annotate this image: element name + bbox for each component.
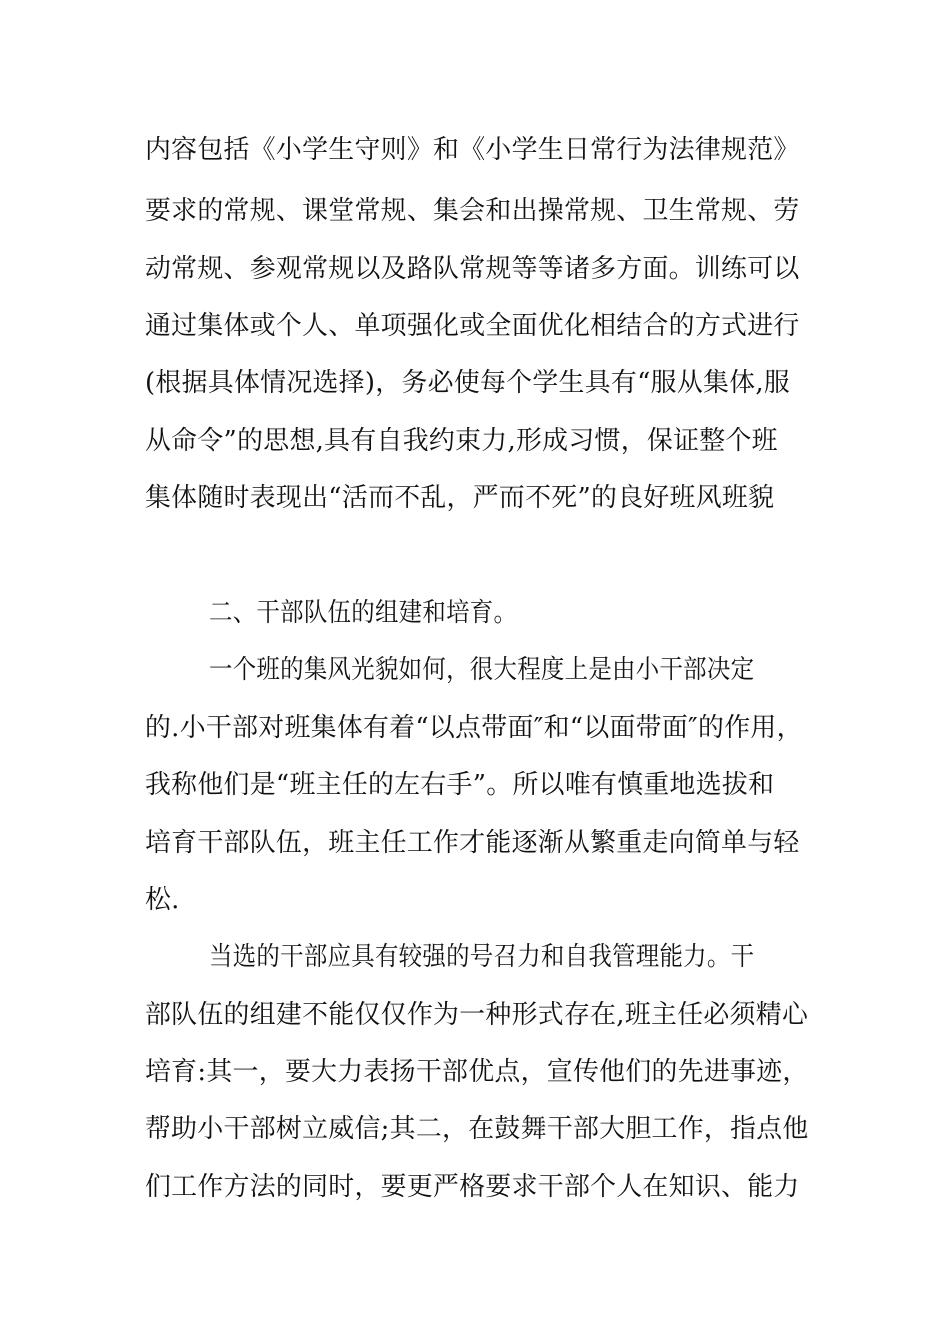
- para1-line: 要求的常规、课堂常规、集会和出操常规、卫生常规、劳: [145, 196, 800, 226]
- para1-line: 内容包括《小学生守则》和《小学生日常行为法律规范》: [145, 135, 800, 165]
- para1-line: 集体随时表现出“活而不乱，严而不死”的良好班风班貌: [145, 483, 775, 513]
- para1-line: 动常规、参观常规以及路队常规等等诸多方面。训练可以: [145, 254, 800, 284]
- section-heading: 二、干部队伍的组建和培育。: [209, 598, 518, 628]
- para3-line: 帮助小干部树立威信;其二，在鼓舞干部大胆工作，指点他: [145, 1114, 809, 1144]
- para2-line: 一个班的集风光貌如何，很大程度上是由小干部决定: [209, 655, 755, 685]
- para1-line: (根据具体情况选择)，务必使每个学生具有“服从集体,服: [145, 368, 791, 398]
- para3-line: 们工作方法的同时，要更严格要求干部个人在知识、能力: [145, 1172, 800, 1202]
- para1-line: 通过集体或个人、单项强化或全面优化相结合的方式进行: [145, 311, 800, 341]
- para2-line: 培育干部队伍，班主任工作才能逐渐从繁重走向简单与轻: [145, 828, 800, 858]
- para1-line: 从命令”的思想,具有自我约束力,形成习惯，保证整个班: [145, 426, 778, 456]
- para2-line: 松.: [145, 885, 180, 915]
- para2-line: 的.小干部对班集体有着“以点带面″和“以面带面″的作用，: [145, 713, 803, 743]
- para2-line: 我称他们是“班主任的左右手”。所以唯有慎重地选拔和: [145, 770, 775, 800]
- para3-line: 部队伍的组建不能仅仅作为一种形式存在,班主任必须精心: [145, 1000, 809, 1030]
- para3-line: 当选的干部应具有较强的号召力和自我管理能力。干: [209, 942, 755, 972]
- para3-line: 培育:其一，要大力表扬干部优点，宣传他们的先进事迹，: [145, 1057, 809, 1087]
